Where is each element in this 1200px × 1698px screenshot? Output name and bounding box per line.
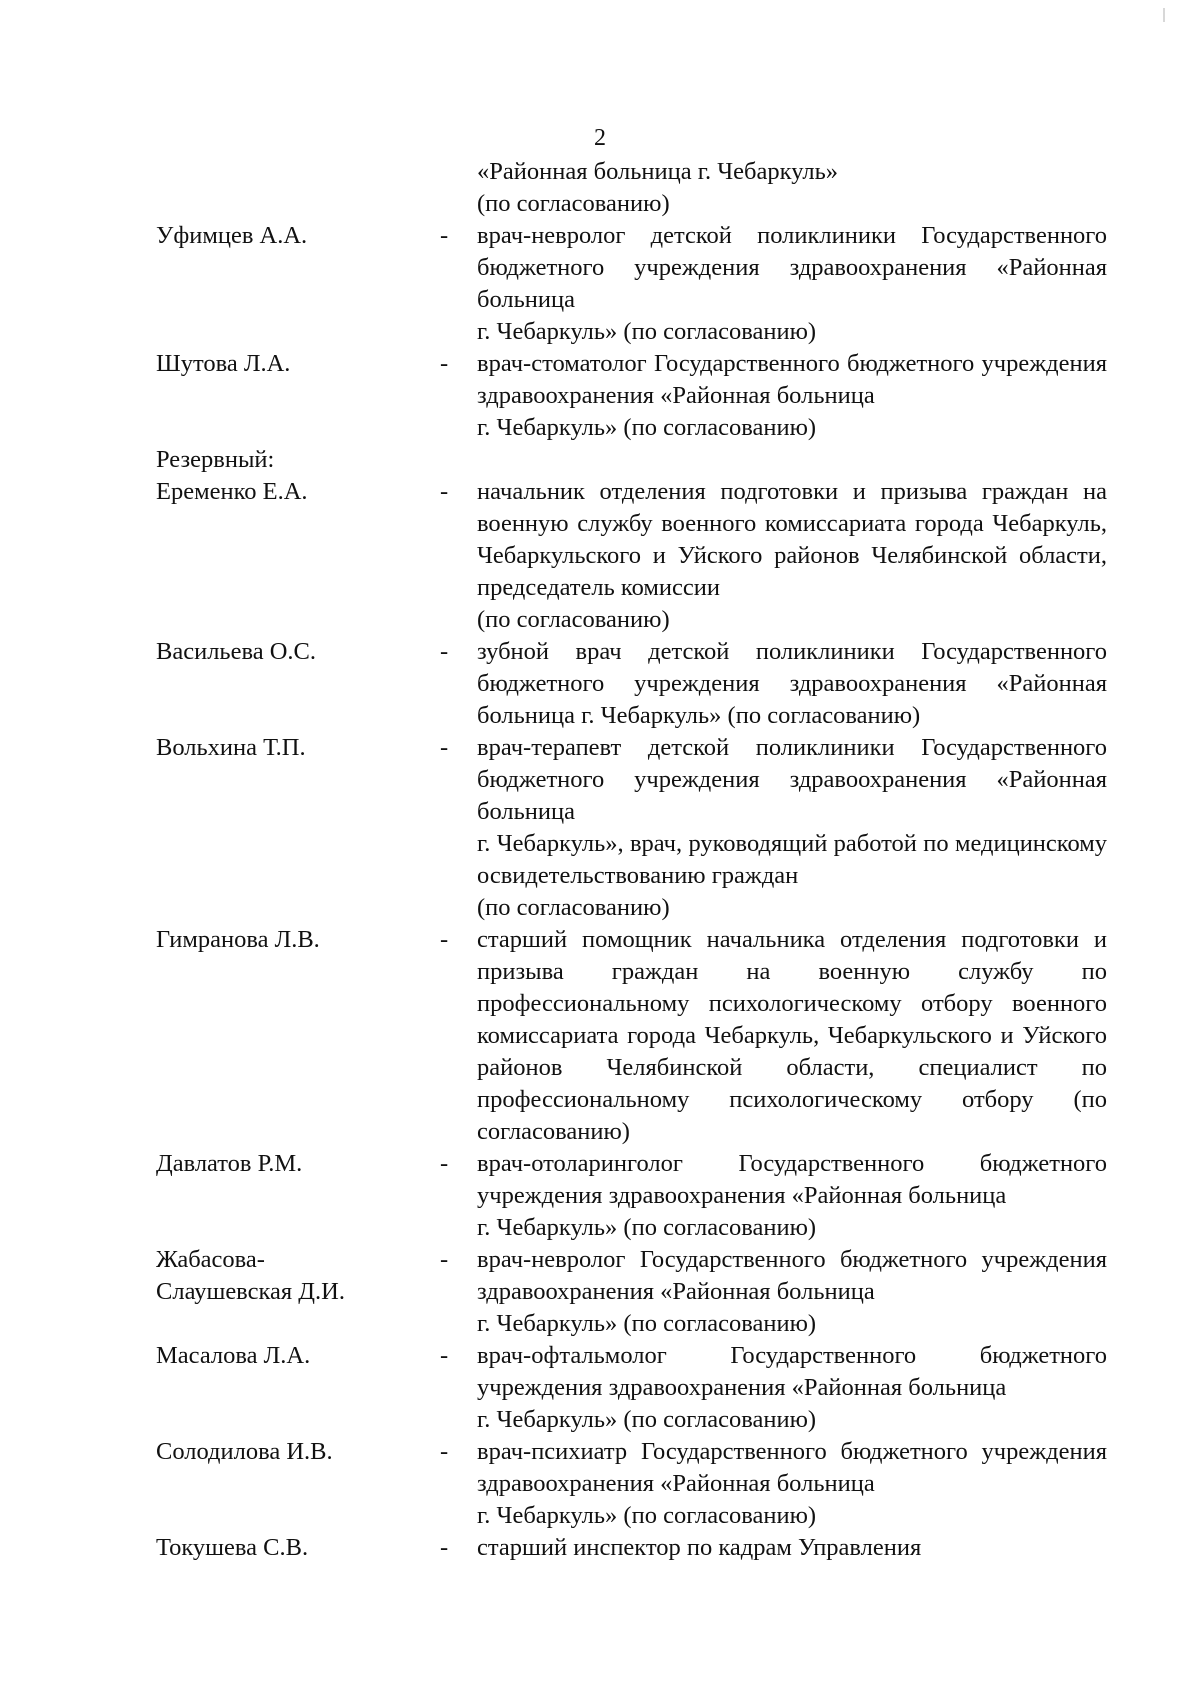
member-name: Васильева О.С. <box>156 638 317 665</box>
reserve-member-row <box>0 1244 1200 1340</box>
scan-mark <box>1163 8 1165 22</box>
member-name: Уфимцев А.А. <box>156 222 308 249</box>
member-name: Гимранова Л.В. <box>156 926 320 953</box>
reserve-member-row <box>0 924 1200 1148</box>
member-name: Еременко Е.А. <box>156 478 308 505</box>
member-dash: - <box>440 1534 449 1561</box>
member-description: врач-терапевт детской поликлиники Государственного бюджетного учреждения здравоохранения «Районная больница г. Чебаркуль», врач, руководящий работой по медицинскому освидетельствованию граждан (по согласованию) <box>477 734 1107 921</box>
member-description: врач-отоларинголог Государственного бюджетного учреждения здравоохранения «Районная больница г. Чебаркуль» (по согласованию) <box>477 1150 1107 1241</box>
member-name: Давлатов Р.М. <box>156 1150 303 1177</box>
member-dash: - <box>440 350 449 377</box>
member-dash: - <box>440 1246 449 1273</box>
reserve-member-row <box>0 732 1200 924</box>
reserve-member-row <box>0 1532 1200 1564</box>
reserve-heading-row <box>0 444 1200 476</box>
member-dash: - <box>440 1438 449 1465</box>
reserve-member-row <box>0 636 1200 732</box>
member-dash: - <box>440 734 449 761</box>
reserve-member-row <box>0 476 1200 636</box>
lead-in-row <box>0 156 1200 220</box>
member-description: начальник отделения подготовки и призыва граждан на военную службу военного комиссариата города Чебаркуль, Чебаркульского и Уйского районов Челябинской области, председатель комиссии (по согласованию) <box>477 478 1107 633</box>
member-dash: - <box>440 1342 449 1369</box>
reserve-heading: Резервный: <box>156 446 275 473</box>
commission-list <box>0 156 1200 1564</box>
member-name: Шутова Л.А. <box>156 350 291 377</box>
member-name: Жабасова- Слаушевская Д.И. <box>156 1246 345 1305</box>
member-description: старший помощник начальника отделения подготовки и призыва граждан на военную службу по профессиональному психологическому отбору военного комиссариата города Чебаркуль, Чебаркульского и Уйского районов Челябинской области, специалист по профессиональному психологическому отбору (по согласованию) <box>477 926 1107 1145</box>
member-description: зубной врач детской поликлиники Государственного бюджетного учреждения здравоохранения «Районная больница г. Чебаркуль» (по согласованию) <box>477 638 1107 729</box>
member-dash: - <box>440 222 449 249</box>
page-number: 2 <box>594 125 606 151</box>
member-dash: - <box>440 1150 449 1177</box>
reserve-member-row <box>0 1340 1200 1436</box>
member-name: Масалова Л.А. <box>156 1342 311 1369</box>
member-row <box>0 348 1200 444</box>
member-dash: - <box>440 478 449 505</box>
member-dash: - <box>440 926 449 953</box>
member-description: врач-невролог Государственного бюджетного учреждения здравоохранения «Районная больница г. Чебаркуль» (по согласованию) <box>477 1246 1107 1337</box>
member-row <box>0 220 1200 348</box>
member-description: старший инспектор по кадрам Управления <box>477 1534 922 1561</box>
member-description: врач-психиатр Государственного бюджетного учреждения здравоохранения «Районная больница г. Чебаркуль» (по согласованию) <box>477 1438 1107 1529</box>
member-name: Вольхина Т.П. <box>156 734 306 761</box>
member-description: врач-стоматолог Государственного бюджетного учреждения здравоохранения «Районная больница г. Чебаркуль» (по согласованию) <box>477 350 1107 441</box>
member-description: врач-невролог детской поликлиники Государственного бюджетного учреждения здравоохранения «Районная больница г. Чебаркуль» (по согласованию) <box>477 222 1107 345</box>
member-name: Токушева С.В. <box>156 1534 309 1561</box>
member-description: врач-офтальмолог Государственного бюджетного учреждения здравоохранения «Районная больница г. Чебаркуль» (по согласованию) <box>477 1342 1107 1433</box>
reserve-member-row <box>0 1436 1200 1532</box>
reserve-member-row <box>0 1148 1200 1244</box>
member-name: Солодилова И.В. <box>156 1438 333 1465</box>
member-dash: - <box>440 638 449 665</box>
lead-in-text: «Районная больница г. Чебаркуль» (по согласованию) <box>477 158 839 217</box>
